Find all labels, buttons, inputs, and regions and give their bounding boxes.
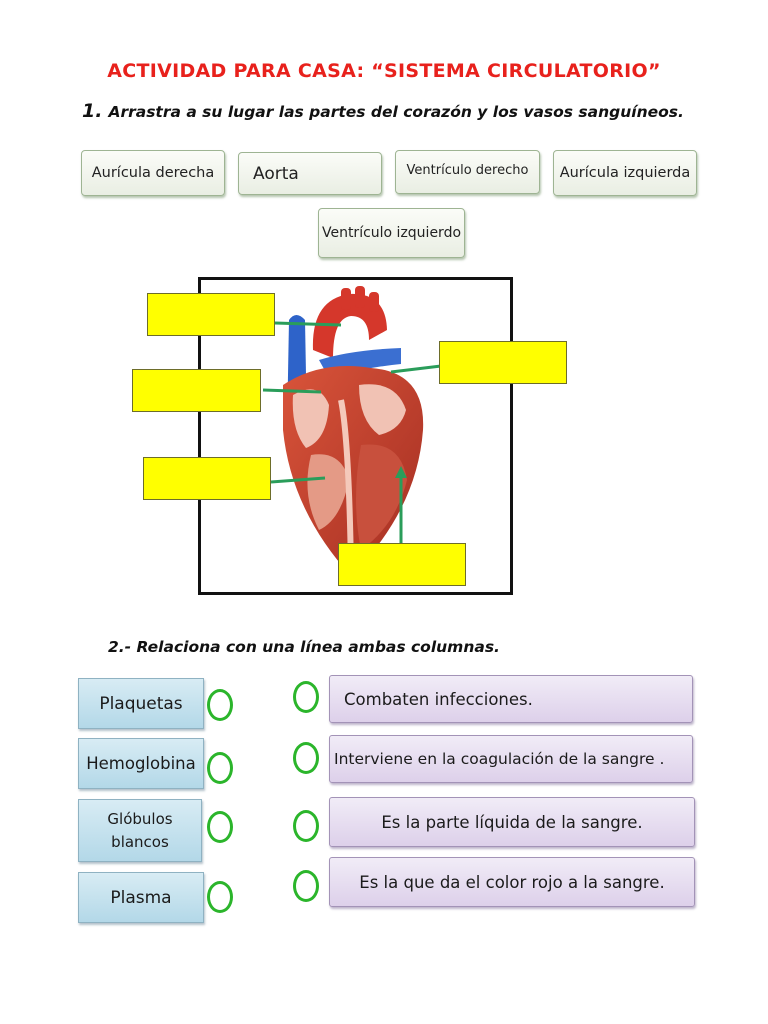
drop-zone-5[interactable] [338,543,466,586]
term-connector-1[interactable] [207,689,233,721]
definition-color-rojo: Es la que da el color rojo a la sangre. [329,857,695,907]
drop-zone-4[interactable] [439,341,567,384]
drop-zone-2[interactable] [132,369,261,412]
term-hemoglobina: Hemoglobina [78,738,204,789]
term-plasma: Plasma [78,872,204,923]
drop-zone-3[interactable] [143,457,271,500]
definition-parte-liquida: Es la parte líquida de la sangre. [329,797,695,847]
definition-combaten-infecciones: Combaten infecciones. [329,675,693,723]
instruction-2: 2.- Relaciona con una línea ambas columnas. [108,638,500,656]
term-plaquetas: Plaquetas [78,678,204,729]
drag-label-ventriculo-derecho[interactable]: Ventrículo derecho [395,150,540,194]
term-connector-4[interactable] [207,881,233,913]
drag-label-auricula-izquierda[interactable]: Aurícula izquierda [553,150,697,196]
definition-coagulacion: Interviene en la coagulación de la sangre . [329,735,693,783]
term-connector-2[interactable] [207,752,233,784]
instruction-1-number: 1. [82,100,103,122]
term-globulos-blancos: Glóbulos blancos [78,799,202,862]
drop-zone-1[interactable] [147,293,275,336]
drag-label-auricula-derecha[interactable]: Aurícula derecha [81,150,225,196]
definition-connector-2[interactable] [293,742,319,774]
drag-label-aorta[interactable]: Aorta [238,152,382,195]
definition-connector-3[interactable] [293,810,319,842]
instruction-1-text: Arrastra a su lugar las partes del corazón y los vasos sanguíneos. [108,103,684,121]
drag-label-ventriculo-izquierdo[interactable]: Ventrículo izquierdo [318,208,465,258]
definition-connector-1[interactable] [293,681,319,713]
definition-connector-4[interactable] [293,870,319,902]
term-connector-3[interactable] [207,811,233,843]
instruction-1 [82,100,684,122]
page-title: ACTIVIDAD PARA CASA: “SISTEMA CIRCULATORIO” [107,60,661,82]
